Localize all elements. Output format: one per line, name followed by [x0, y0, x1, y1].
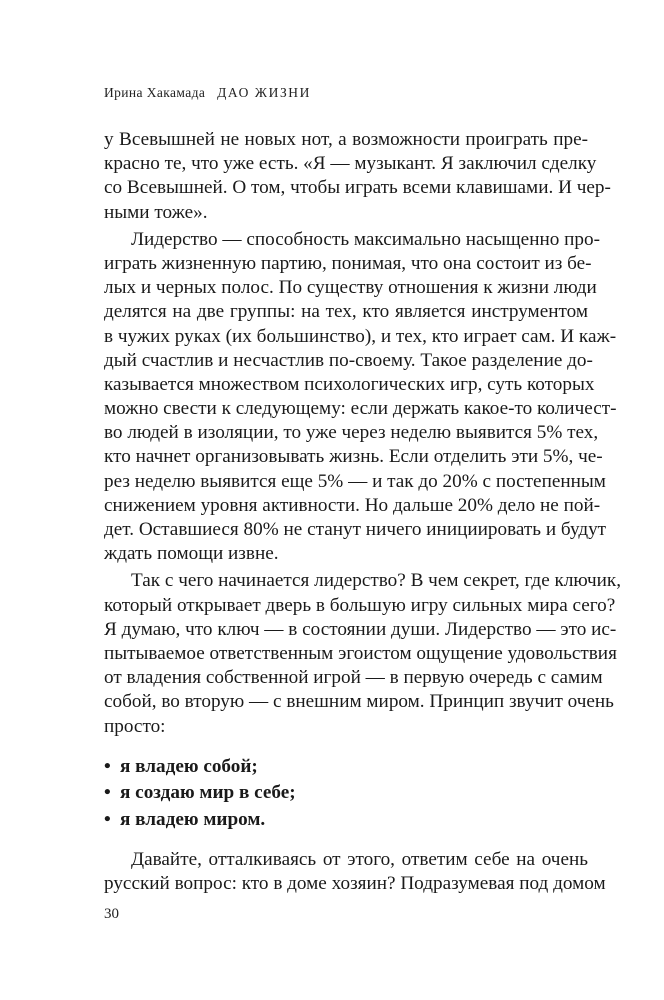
header-book-title: ДАО ЖИЗНИ: [217, 85, 312, 100]
paragraph-2: [104, 228, 617, 567]
text-line: Так с чего начинается лидерство? В чем секрет, где ключик,: [131, 570, 622, 592]
text-line: в чужих руках (их большинство), и тех, кто играет сам. И каж-: [104, 325, 617, 347]
text-line: делятся на две группы: на тех, кто является инструментом: [104, 301, 588, 323]
list-item-text: я владею миром.: [120, 808, 266, 830]
text-line: рез неделю выявится еще 5% — и так до 20% с постепенным: [104, 470, 606, 492]
text-line: Лидерство — способность максимально насыщенно про-: [131, 228, 600, 250]
text-line: со Всевышней. О том, чтобы играть всеми клавишами. И чер-: [104, 177, 611, 199]
list-item-text: я создаю мир в себе;: [120, 782, 296, 804]
text-line: дет. Оставшиеся 80% не станут ничего инициировать и будут: [104, 519, 607, 540]
text-line: собой, во вторую — с внешним миром. Принцип звучит очень: [104, 691, 614, 713]
text-line: просто:: [104, 715, 166, 737]
text-line: от владения собственной игрой — в первую очередь с самим: [104, 667, 603, 689]
body-text: [104, 128, 622, 897]
paragraph-3: [104, 569, 622, 738]
bullet-icon: •: [104, 782, 111, 804]
bullet-icon: •: [104, 808, 111, 830]
text-line: пытываемое ответственным эгоистом ощущение удовольствия: [104, 642, 617, 664]
text-line: русский вопрос: кто в доме хозяин? Подразумевая под домом: [104, 873, 606, 895]
text-line: у Всевышней не новых нот, а возможности проиграть пре-: [104, 129, 588, 150]
text-line: Давайте, отталкиваясь от этого, ответим себе на очень: [131, 849, 588, 871]
list-item: [104, 755, 588, 782]
text-line: лых и черных полос. По существу отношения к жизни люди: [104, 277, 597, 299]
text-line: который открывает дверь в большую игру сильных мира сего?: [104, 594, 616, 616]
text-line: красно те, что уже есть. «Я — музыкант. Я заключил сделку: [104, 153, 597, 175]
paragraph-4: [104, 848, 606, 896]
text-line: ждать помощи извне.: [104, 543, 279, 565]
paragraph-1: [104, 128, 611, 225]
text-line: можно свести к следующему: если держать какое-то количест-: [104, 398, 617, 420]
text-line: во людей в изоляции, то уже через неделю выявится 5% тех,: [104, 422, 599, 444]
bullet-icon: •: [104, 755, 111, 777]
principle-list: [104, 755, 588, 835]
page-number: 30: [104, 906, 119, 922]
text-line: ными тоже».: [104, 201, 208, 223]
text-line: кто начнет организовывать жизнь. Если отделить эти 5%, че-: [104, 446, 603, 468]
list-item: [104, 781, 588, 808]
text-line: играть жизненную партию, понимая, что она состоит из бе-: [104, 252, 592, 274]
text-line: дый счастлив и несчастлив по-своему. Такое разделение до-: [104, 349, 593, 371]
list-item-text: я владею собой;: [120, 755, 258, 777]
text-line: казывается множеством психологических игр, суть которых: [104, 373, 595, 395]
list-item: [104, 808, 588, 835]
text-line: Я думаю, что ключ — в состоянии души. Лидерство — это ис-: [104, 618, 617, 640]
text-line: снижением уровня активности. Но дальше 20% дело не пой-: [104, 494, 601, 516]
header-author: Ирина Хакамада: [104, 85, 206, 100]
running-header: [104, 85, 311, 101]
